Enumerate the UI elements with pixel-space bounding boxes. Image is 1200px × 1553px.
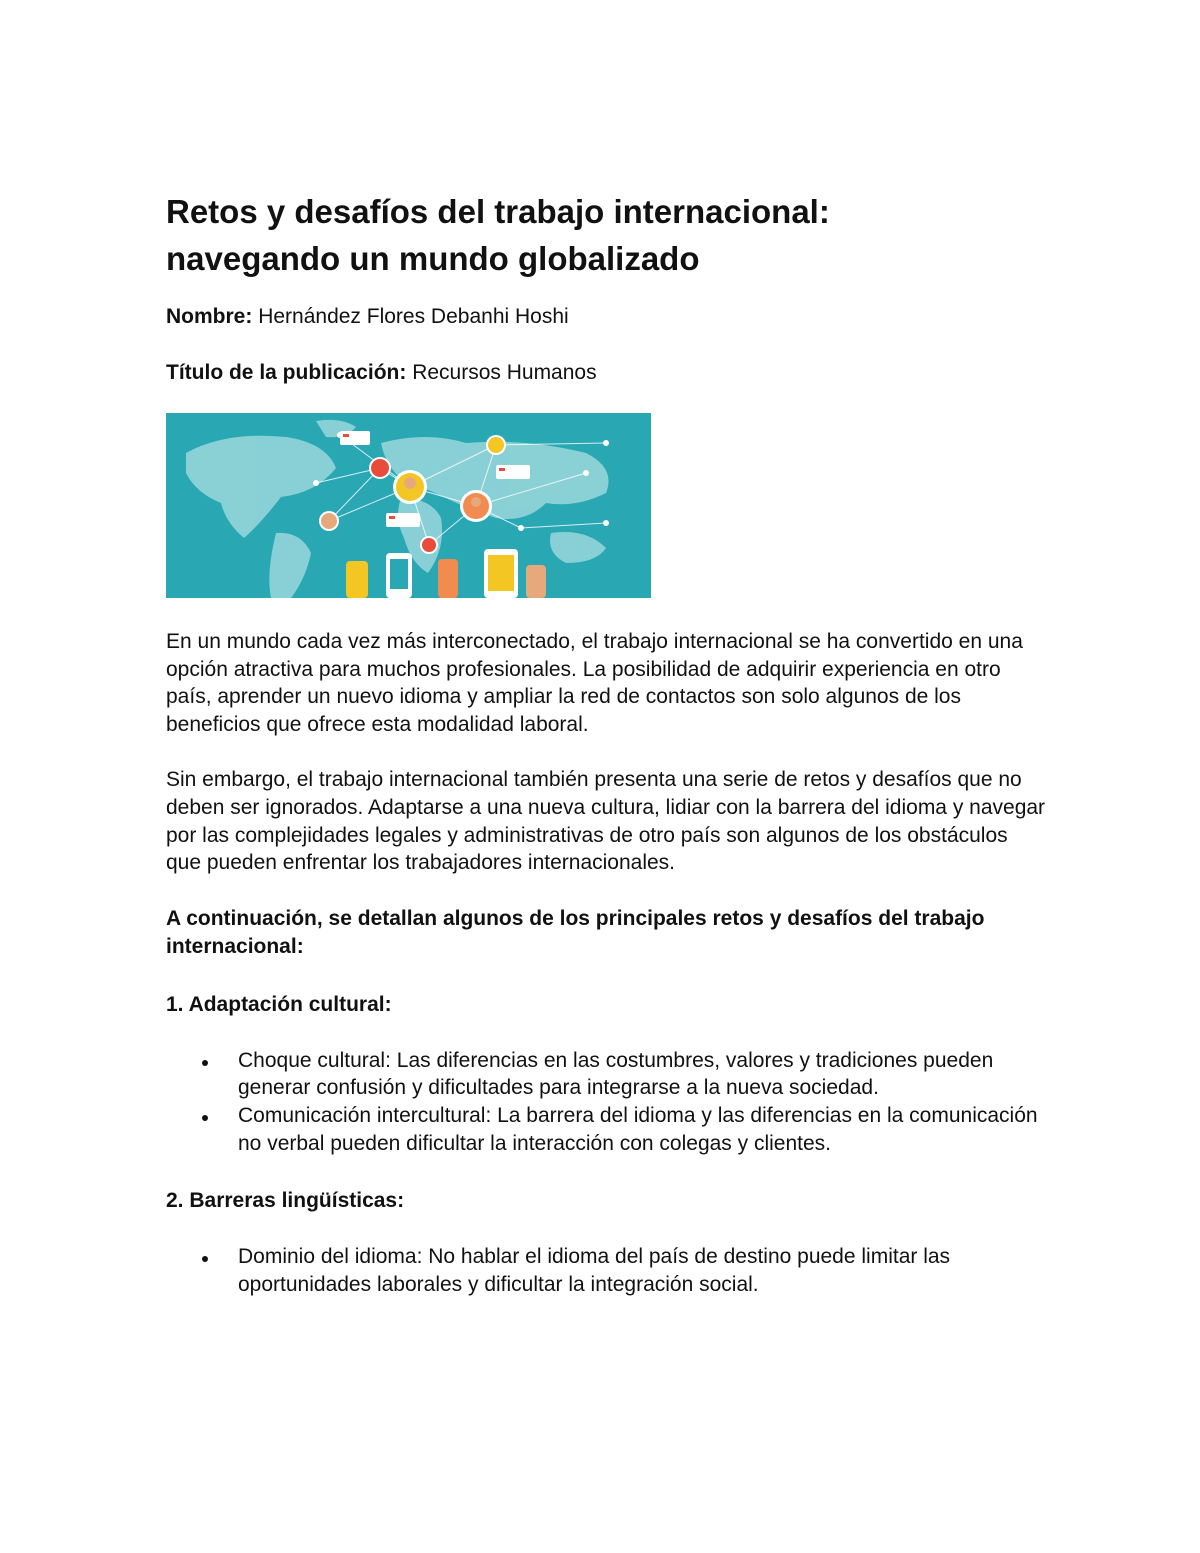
section-1-heading: 1. Adaptación cultural: bbox=[166, 992, 392, 1016]
list-item-text: Comunicación intercultural: La barrera del idioma y las diferencias en la comunicación no verbal pueden dificultar la interacción con colegas y clientes. bbox=[238, 1103, 1038, 1155]
lead-heading: A continuación, se detallan algunos de los principales retos y desafíos del trabajo internacional: bbox=[166, 906, 985, 958]
list-item-text: Choque cultural: Las diferencias en las costumbres, valores y tradiciones pueden generar confusión y dificultades para integrarse a la nueva sociedad. bbox=[238, 1048, 994, 1100]
list-item bbox=[166, 1047, 1046, 1102]
title-line-1: Retos y desafíos del trabajo internacional: bbox=[166, 193, 830, 230]
world-network-illustration bbox=[166, 413, 651, 598]
paragraph-2: Sin embargo, el trabajo internacional también presenta una serie de retos y desafíos que no deben ser ignorados. Adaptarse a una nueva cultura, lidiar con la barrera del idioma y navegar por las complejidades legales y administrativas de otro país son algunos de los obstáculos que pueden enfrentar los trabajadores internacionales. bbox=[166, 768, 1046, 875]
bullet-icon bbox=[202, 1060, 208, 1066]
list-item bbox=[166, 1243, 1046, 1298]
list-item-text: Dominio del idioma: No hablar el idioma del país de destino puede limitar las oportunidades laborales y dificultar la integración social. bbox=[238, 1245, 951, 1296]
document-page bbox=[166, 188, 1046, 1298]
name-value: Hernández Flores Debanhi Hoshi bbox=[258, 305, 569, 328]
section-2-heading: 2. Barreras lingüísticas: bbox=[166, 1189, 405, 1213]
author-line bbox=[166, 302, 1046, 332]
publication-line bbox=[166, 358, 1046, 388]
section-2-list bbox=[166, 1243, 1046, 1298]
publication-value: Recursos Humanos bbox=[412, 361, 597, 384]
list-item bbox=[166, 1102, 1046, 1157]
bullet-icon bbox=[202, 1115, 208, 1121]
bullet-icon bbox=[202, 1256, 208, 1262]
name-label: Nombre: bbox=[166, 305, 253, 328]
paragraph-1: En un mundo cada vez más interconectado, el trabajo internacional se ha convertido en una opción atractiva para muchos profesionales. La posibilidad de adquirir experiencia en otro país, aprender un nuevo idioma y ampliar la red de contactos son solo algunos de los beneficios que ofrece esta modalidad laboral. bbox=[166, 630, 1023, 736]
page-title bbox=[166, 188, 1046, 282]
publication-label: Título de la publicación: bbox=[166, 361, 407, 384]
section-1-list bbox=[166, 1047, 1046, 1157]
title-line-2: navegando un mundo globalizado bbox=[166, 240, 700, 277]
